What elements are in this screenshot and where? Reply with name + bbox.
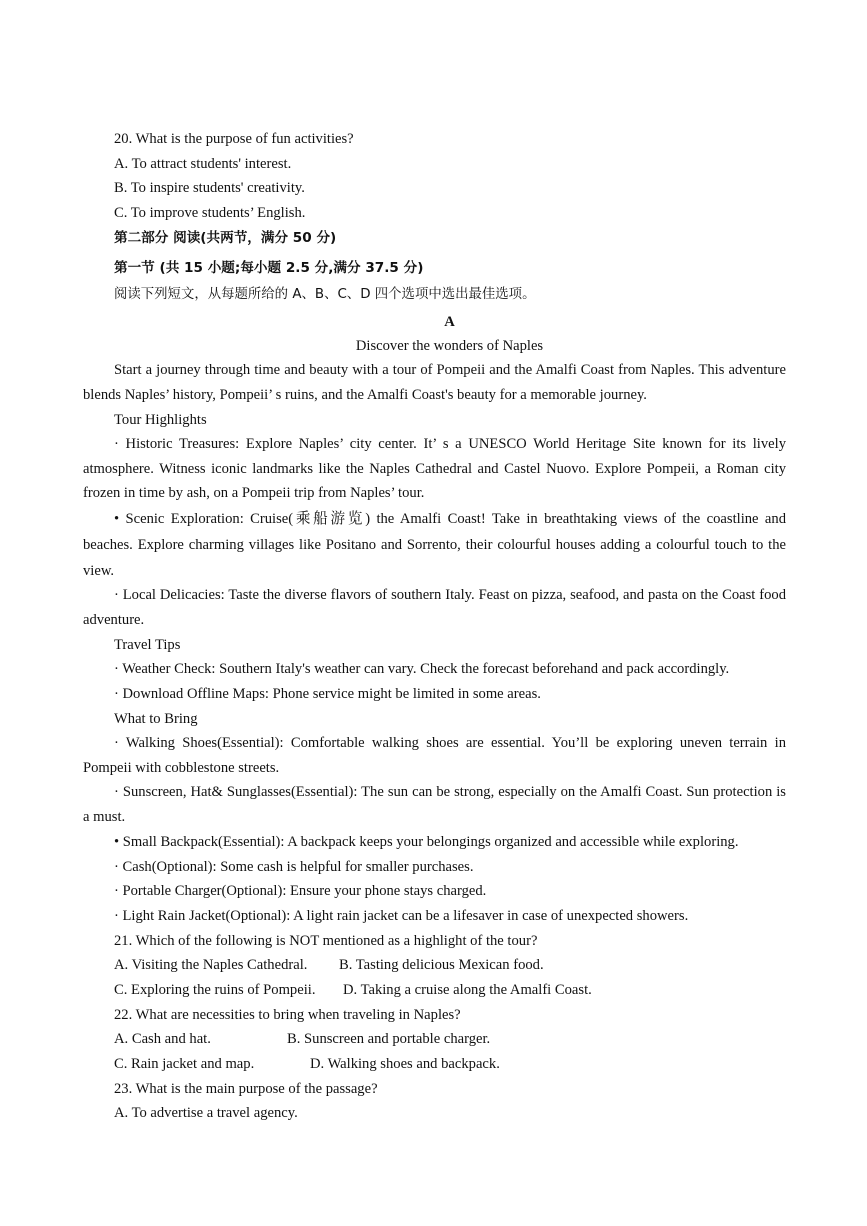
bring-walking-shoes: · Walking Shoes(Essential): Comfortable walking shoes are essential. You’ll be exploring uneven terrain in Pompeii with cobblestone streets. — [83, 735, 786, 776]
part2-heading: 第二部分 阅读(共两节，满分 50 分) — [114, 230, 337, 246]
q21-option-c: C. Exploring the ruins of Pompeii. — [114, 982, 316, 998]
q21-option-a: A. Visiting the Naples Cathedral. — [114, 957, 308, 973]
section1-heading: 第一节 (共 15 小题;每小题 2.5 分,满分 37.5 分) — [114, 260, 424, 276]
tip-weather-check: · Weather Check: Southern Italy's weather can vary. Check the forecast beforehand and pack accordingly. — [114, 661, 730, 677]
bring-cash: · Cash(Optional): Some cash is helpful for smaller purchases. — [114, 859, 474, 875]
q21-option-d: D. Taking a cruise along the Amalfi Coast. — [343, 982, 592, 998]
q20-option-a: A. To attract students' interest. — [114, 156, 292, 172]
bring-charger: · Portable Charger(Optional): Ensure your phone stays charged. — [114, 883, 487, 899]
question-23: 23. What is the main purpose of the passage? — [114, 1081, 378, 1097]
q22-option-d: D. Walking shoes and backpack. — [310, 1056, 500, 1072]
q22-option-a: A. Cash and hat. — [114, 1031, 211, 1047]
passage-letter: A — [444, 314, 455, 330]
bring-backpack: • Small Backpack(Essential): A backpack keeps your belongings organized and accessible while exploring. — [114, 834, 739, 850]
q20-option-b: B. To inspire students' creativity. — [114, 180, 305, 196]
bring-sunscreen: · Sunscreen, Hat& Sunglasses(Essential): The sun can be strong, especially on the Amalfi Coast. Sun protection is a must. — [83, 784, 786, 825]
tip-offline-maps: · Download Offline Maps: Phone service might be limited in some areas. — [114, 686, 541, 702]
q21-option-b: B. Tasting delicious Mexican food. — [339, 957, 544, 973]
q20-option-c: C. To improve students’ English. — [114, 205, 306, 221]
q22-option-b: B. Sunscreen and portable charger. — [287, 1031, 491, 1047]
bring-rain-jacket: · Light Rain Jacket(Optional): A light rain jacket can be a lifesaver in case of unexpected showers. — [114, 908, 689, 924]
reading-instruction: 阅读下列短文，从每题所给的 A、B、C、D 四个选项中选出最佳选项。 — [114, 287, 536, 302]
passage-title: Discover the wonders of Naples — [355, 338, 544, 354]
question-22: 22. What are necessities to bring when traveling in Naples? — [114, 1007, 461, 1023]
highlight-local-delicacies: · Local Delicacies: Taste the diverse flavors of southern Italy. Feast on pizza, seafood, and pasta on the Coast food adventure. — [83, 587, 786, 628]
passage-intro: Start a journey through time and beauty with a tour of Pompeii and the Amalfi Coast from Naples. This adventure blends Naples’ history, Pompeii’ s ruins, and the Amalfi Coast's beauty for a memorable journey. — [83, 362, 786, 403]
question-21: 21. Which of the following is NOT mentioned as a highlight of the tour? — [114, 933, 538, 949]
highlight-scenic-exploration: • Scenic Exploration: Cruise(乘船游览) the Amalfi Coast! Take in breathtaking views of the coastline and beaches. Explore charming villages like Positano and Sorrento, their colourful houses adding a colourful touch to the view. — [83, 511, 786, 579]
q22-option-c: C. Rain jacket and map. — [114, 1056, 255, 1072]
travel-tips-heading: Travel Tips — [114, 637, 181, 653]
highlight-historic-treasures: · Historic Treasures: Explore Naples’ city center. It’ s a UNESCO World Heritage Site known for its lively atmosphere. Witness iconic landmarks like the Naples Cathedral and Castel Nuovo. Explore Pompeii, a Roman city frozen in time by ash, on a Pompeii trip from Naples’ tour. — [83, 436, 786, 502]
question-20: 20. What is the purpose of fun activities? — [114, 131, 354, 147]
tour-highlights-heading: Tour Highlights — [114, 412, 207, 428]
what-to-bring-heading: What to Bring — [114, 711, 198, 727]
q23-option-a: A. To advertise a travel agency. — [114, 1105, 298, 1121]
